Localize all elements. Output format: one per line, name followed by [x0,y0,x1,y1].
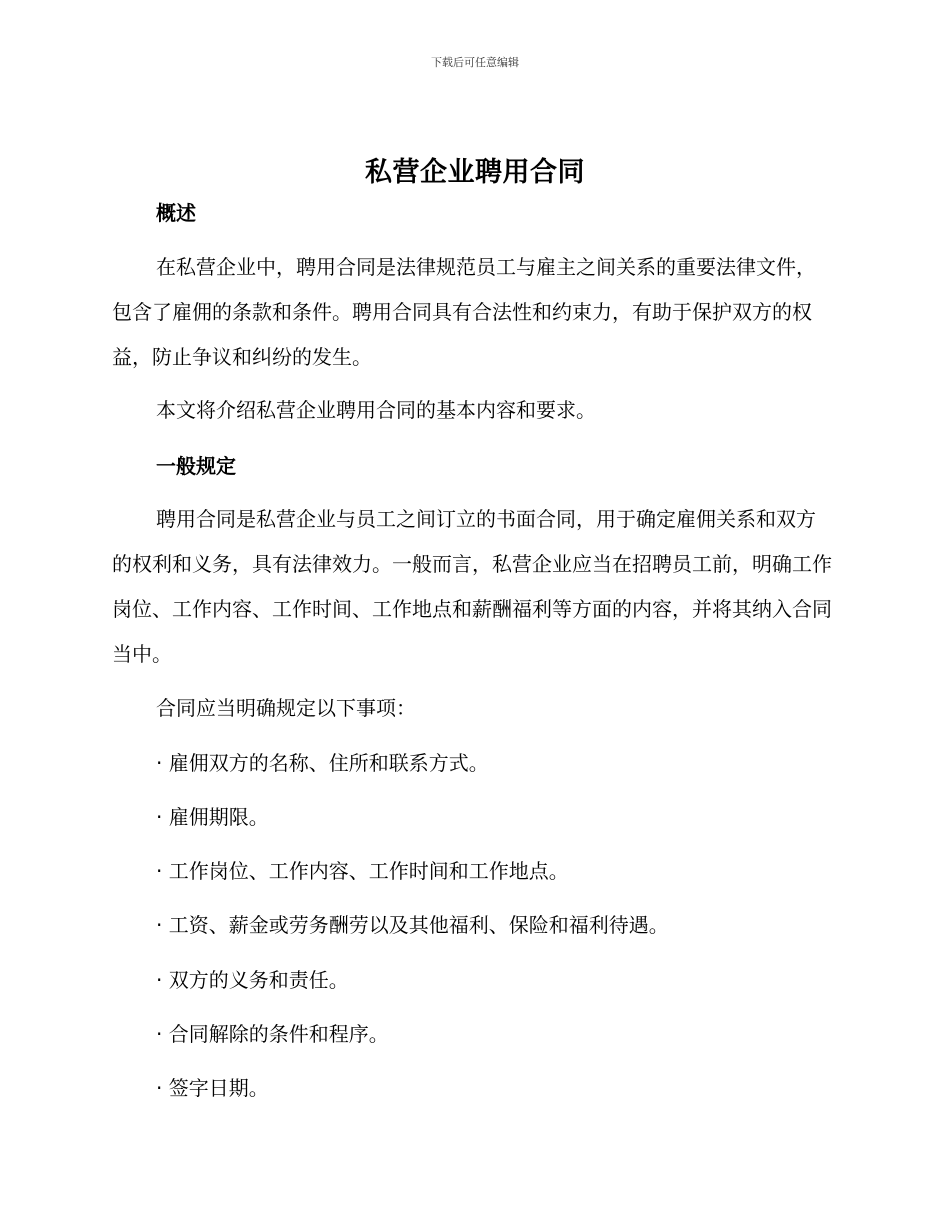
list-item: · 签字日期。 [156,1076,269,1100]
list-item: · 双方的义务和责任。 [156,968,349,992]
header-note: 下载后可任意编辑 [431,56,519,69]
general-paragraph-2: 合同应当明确规定以下事项： [156,696,416,720]
list-item: · 雇佣双方的名称、住所和联系方式。 [156,751,489,775]
list-item: · 工作岗位、工作内容、工作时间和工作地点。 [156,859,569,883]
general-paragraph-1: 聘用合同是私营企业与员工之间订立的书面合同，用于确定雇佣关系和双方的权利和义务，具有法律效力。一般而言，私营企业应当在招聘员工前，明确工作岗位、工作内容、工作时间、工作地点和薪酬福利等方面的内容，并将其纳入合同当中。 [112,507,832,666]
list-item: · 雇佣期限。 [156,805,269,829]
list-item: · 工资、薪金或劳务酬劳以及其他福利、保险和福利待遇。 [156,913,669,937]
section-heading-general: 一般规定 [156,454,236,478]
overview-paragraph-2: 本文将介绍私营企业聘用合同的基本内容和要求。 [156,398,596,422]
list-item: · 合同解除的条件和程序。 [156,1022,389,1046]
document-title: 私营企业聘用合同 [365,157,585,188]
section-heading-overview: 概述 [156,201,196,225]
overview-paragraph-1: 在私营企业中，聘用合同是法律规范员工与雇主之间关系的重要法律文件，包含了雇佣的条款和条件。聘用合同具有合法性和约束力，有助于保护双方的权益，防止争议和纠纷的发生。 [112,255,816,369]
